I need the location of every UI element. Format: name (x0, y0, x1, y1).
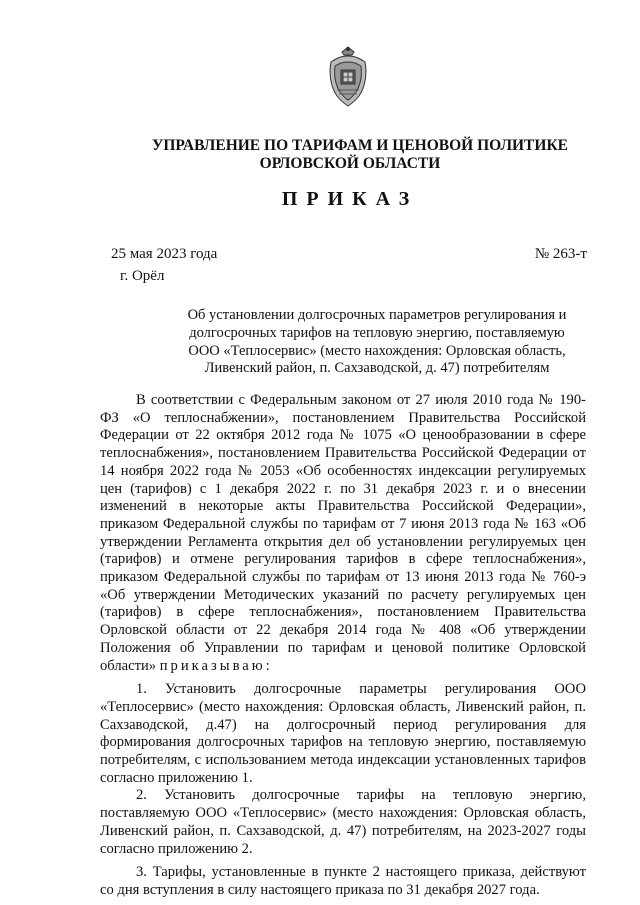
document-subject (178, 307, 576, 378)
subject-line: ООО «Теплосервис» (место нахождения: Орловская область, (188, 342, 566, 359)
document-number: № 263-т (534, 246, 587, 262)
subject-line: Об установлении долгосрочных параметров регулирования и (187, 307, 567, 323)
preamble-text: В соответствии с Федеральным законом от 27 июля 2010 года № 190-ФЗ «О теплоснабжении», постановлением Правительства Российской Федерации от 22 октября 2012 года № 1075 «О ценообразовании в сфере теплоснабжения», постановлением Правительства Российской Федерации от 14 ноября 2022 года № 2053 «Об особенностях индексации регулируемых цен (тарифов) с 1 декабря 2022 г. по 31 декабря 2023 г. и о внесении изменений в некоторые акты Правительства Российской Федерации», приказом Федеральной службы по тарифам от 7 июня 2013 года № 163 «Об утверждении Регламента открытия дел об установлении регулируемых цен (тарифов) и отмене регулирования тарифов в сфере теплоснабжения», приказом Федеральной службы по тарифам от 13 июня 2013 года № 760-э «Об утверждении Методических указаний по расчету регулируемых цен (тарифов) в сфере теплоснабжения», постановлением Правительства Орловской области от 22 декабря 2014 года № 408 «Об утверждении Положения об Управлении по тарифам и ценовой политике Орловской области» (100, 392, 586, 674)
subject-line: Ливенский район, п. Сахзаводской, д. 47) потребителям (204, 360, 550, 377)
preamble-paragraph (100, 392, 586, 675)
coat-of-arms-icon (325, 46, 371, 108)
prikazyvayu-word: приказываю: (159, 657, 273, 674)
order-item-1: 1. Установить долгосрочные параметры регулирования ООО «Теплосервис» (место нахождения: Орловская область, Ливенский район, п. Сахзаводской, д.47) на долгосрочный период регулирования для формирования долгосрочных тарифов на тепловую энергию, поставляемую потребителям, с использованием метода индексации установленных тарифов согласно приложению 1. (100, 681, 586, 786)
order-item-2: 2. Установить долгосрочные тарифы на тепловую энергию, поставляемую ООО «Теплосервис» (место нахождения: Орловская область, Ливенский район, п. Сахзаводской, д. 47) потребителям, на 2023-2027 годы согласно приложению 2. (100, 787, 586, 857)
document-date: 25 мая 2023 года (111, 246, 218, 262)
order-item-3: 3. Тарифы, установленные в пункте 2 настоящего приказа, действуют со дня вступления в силу настоящего приказа по 31 декабря 2027 года. (100, 864, 586, 898)
organization-name-line2: ОРЛОВСКОЙ ОБЛАСТИ (259, 155, 441, 172)
document-body (100, 392, 586, 900)
document-type-title: ПРИКАЗ (281, 188, 419, 210)
organization-name-line1: УПРАВЛЕНИЕ ПО ТАРИФАМ И ЦЕНОВОЙ ПОЛИТИКЕ (151, 137, 569, 154)
document-city: г. Орёл (120, 268, 165, 284)
subject-line: долгосрочных тарифов на тепловую энергию, поставляемую (189, 324, 565, 341)
